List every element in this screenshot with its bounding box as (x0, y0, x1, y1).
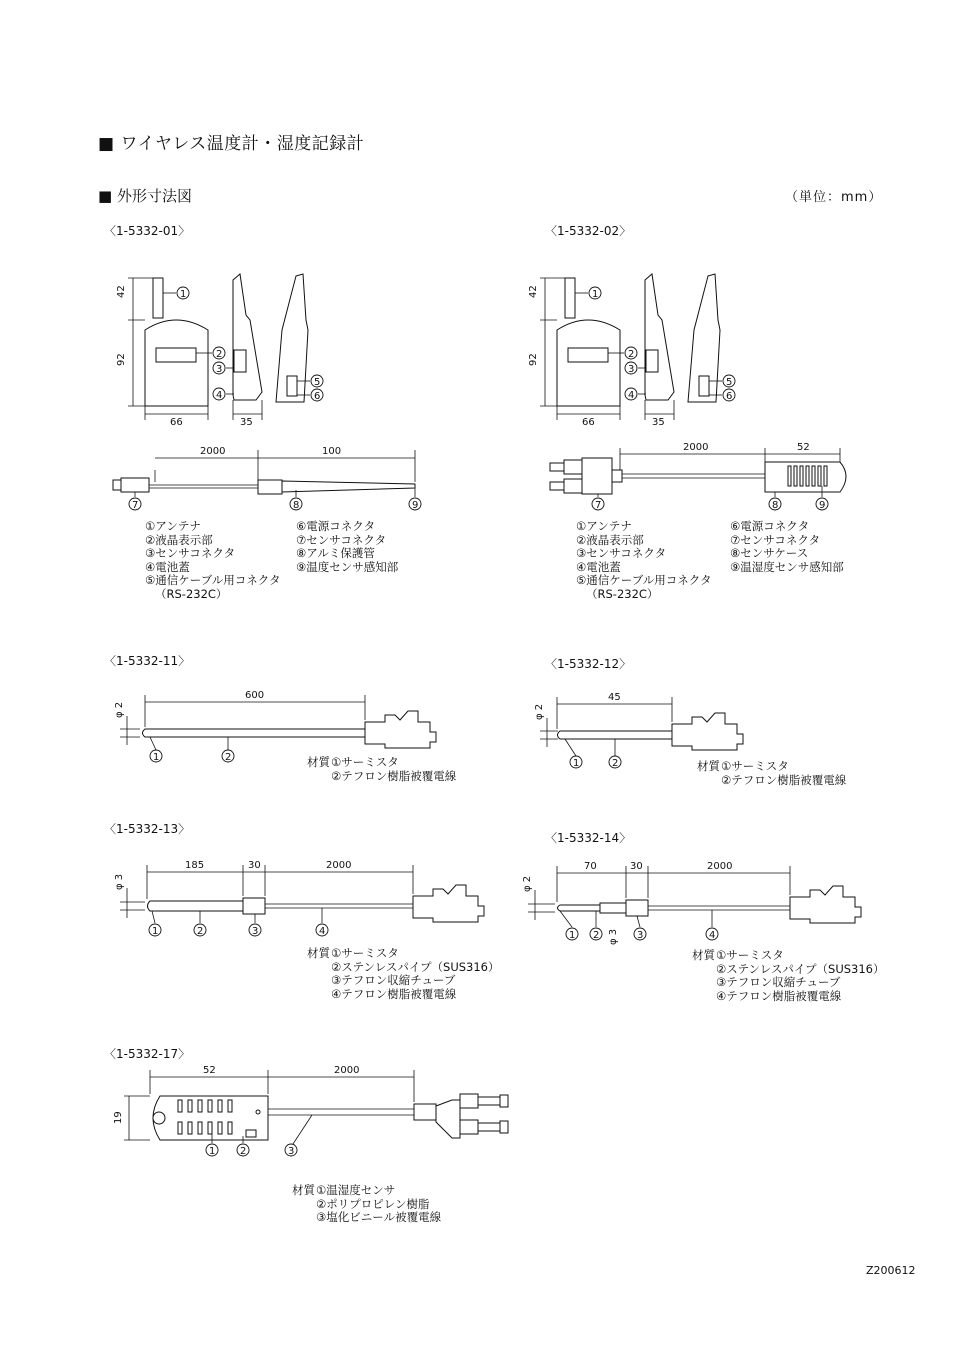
square-bullet-icon: ■ (98, 134, 115, 154)
svg-text:7: 7 (595, 500, 602, 511)
material-item: ②ステンレスパイプ（SUS316） (331, 959, 500, 974)
section-title-text: 外形寸法図 (116, 187, 192, 205)
material-item: ②ポリプロピレン樹脂 (316, 1196, 430, 1211)
material-list-14 (716, 949, 885, 1003)
material-item: ③塩化ビニール被覆電線 (316, 1210, 442, 1224)
legend-item: ②液晶表示部 (576, 532, 644, 547)
svg-text:2000: 2000 (683, 442, 709, 453)
svg-text:52: 52 (797, 442, 810, 453)
svg-text:φ 3: φ 3 (608, 928, 619, 945)
svg-text:35: 35 (652, 417, 665, 428)
material-label-13: 材質 (307, 946, 330, 960)
legend-item: ⑥電源コネクタ (730, 519, 810, 533)
svg-text:φ 3: φ 3 (114, 873, 125, 890)
svg-text:6: 6 (314, 391, 321, 402)
svg-text:1: 1 (153, 752, 160, 763)
svg-text:3: 3 (637, 930, 644, 941)
svg-text:2: 2 (612, 758, 619, 769)
svg-text:2: 2 (197, 926, 204, 937)
material-item: ①サーミスタ (721, 759, 789, 773)
svg-text:185: 185 (185, 860, 205, 871)
legend-item: ③センサコネクタ (576, 546, 667, 560)
svg-text:30: 30 (248, 860, 261, 871)
material-item: ②ステンレスパイプ（SUS316） (716, 961, 885, 976)
svg-text:2000: 2000 (326, 860, 352, 871)
material-list-12 (721, 760, 846, 787)
model-label-01: 〈1-5332-01〉 (104, 224, 191, 238)
unit-note: （単位：mm） (785, 190, 883, 205)
svg-text:52: 52 (203, 1065, 216, 1076)
svg-text:5: 5 (726, 377, 733, 388)
model-label-11: 〈1-5332-11〉 (104, 654, 191, 668)
logger-front-01 (116, 278, 208, 428)
svg-text:1: 1 (180, 289, 187, 300)
svg-text:600: 600 (245, 690, 265, 701)
legend-item: ②液晶表示部 (145, 532, 213, 547)
dim-label: 2000 (200, 446, 226, 457)
logger-front-02 (528, 278, 620, 428)
svg-text:45: 45 (608, 692, 621, 703)
catalog-code: Z200612 (866, 1264, 916, 1277)
svg-text:8: 8 (293, 500, 300, 511)
material-label-14: 材質 (692, 948, 715, 962)
square-bullet-icon: ■ (98, 187, 113, 205)
material-list-17 (316, 1184, 441, 1225)
legend-01-right (296, 520, 398, 574)
logger-side-02 (645, 274, 720, 428)
svg-text:4: 4 (319, 926, 326, 937)
svg-text:9: 9 (412, 500, 419, 511)
model-label-12: 〈1-5332-12〉 (545, 657, 632, 671)
probe-13 (114, 860, 484, 937)
material-item: ①サーミスタ (716, 948, 784, 962)
svg-text:1: 1 (209, 1146, 216, 1157)
material-item: ①温湿度センサ (316, 1183, 396, 1197)
legend-item: ⑨温湿度センサ感知部 (730, 559, 844, 574)
svg-text:1: 1 (592, 289, 599, 300)
page-title-text: ワイヤレス温度計・湿度記録計 (120, 134, 365, 154)
svg-text:φ 2: φ 2 (534, 703, 545, 720)
svg-text:66: 66 (582, 417, 595, 428)
material-item: ①サーミスタ (331, 755, 399, 769)
probe-02 (550, 442, 846, 511)
material-list-13 (331, 947, 500, 1001)
legend-02-left (576, 520, 712, 601)
probe-01 (113, 446, 421, 511)
svg-text:30: 30 (630, 861, 643, 872)
probe-14 (522, 861, 861, 945)
svg-text:2: 2 (628, 349, 635, 360)
svg-text:4: 4 (709, 930, 716, 941)
legend-item: ⑥電源コネクタ (296, 519, 376, 533)
material-item: ①サーミスタ (331, 946, 399, 960)
model-label-02: 〈1-5332-02〉 (545, 224, 632, 238)
svg-text:φ 2: φ 2 (114, 701, 125, 718)
svg-text:3: 3 (288, 1146, 295, 1157)
legend-item: ⑧センサケース (730, 546, 809, 560)
model-label-17: 〈1-5332-17〉 (104, 1047, 191, 1061)
legend-01-left (145, 520, 281, 601)
legend-item: （RS-232C） (155, 586, 228, 601)
svg-text:19: 19 (113, 1111, 124, 1124)
svg-text:2000: 2000 (334, 1065, 360, 1076)
svg-text:3: 3 (216, 364, 223, 375)
sensor-17 (113, 1065, 508, 1157)
svg-text:1: 1 (569, 930, 576, 941)
svg-text:1: 1 (573, 758, 580, 769)
svg-text:3: 3 (628, 364, 635, 375)
legend-item: ⑨温度センサ感知部 (296, 559, 399, 574)
material-item: ③テフロン収縮チューブ (331, 973, 456, 987)
legend-item: ①アンテナ (145, 519, 201, 533)
dim-label: 66 (170, 417, 183, 428)
material-item: ②テフロン樹脂被覆電線 (721, 772, 847, 787)
dim-label: 100 (322, 446, 342, 457)
legend-item: ⑦センサコネクタ (296, 532, 387, 547)
legend-item: ⑤通信ケーブル用コネクタ (145, 573, 281, 587)
svg-text:8: 8 (772, 500, 779, 511)
legend-item: ④電池蓋 (145, 559, 190, 574)
model-label-13: 〈1-5332-13〉 (104, 822, 191, 836)
legend-item: ⑦センサコネクタ (730, 532, 821, 547)
legend-item: ⑧アルミ保護管 (296, 546, 375, 560)
svg-text:70: 70 (584, 861, 597, 872)
svg-text:6: 6 (726, 391, 733, 402)
legend-item: ④電池蓋 (576, 559, 621, 574)
svg-text:2000: 2000 (707, 861, 733, 872)
dim-label: 92 (116, 353, 127, 366)
svg-text:5: 5 (314, 377, 321, 388)
model-label-14: 〈1-5332-14〉 (545, 831, 632, 845)
svg-text:4: 4 (216, 390, 223, 401)
material-item: ④テフロン樹脂被覆電線 (716, 988, 842, 1003)
legend-item: ③センサコネクタ (145, 546, 236, 560)
material-item: ③テフロン収縮チューブ (716, 975, 841, 989)
svg-text:92: 92 (528, 353, 539, 366)
svg-text:7: 7 (132, 500, 139, 511)
legend-item: ①アンテナ (576, 519, 632, 533)
svg-text:2: 2 (593, 930, 600, 941)
logger-side-01 (233, 274, 308, 428)
legend-02-right (730, 520, 844, 574)
svg-text:φ 2: φ 2 (522, 875, 533, 892)
probe-12 (534, 692, 743, 769)
dim-label: 42 (116, 285, 127, 298)
material-item: ④テフロン樹脂被覆電線 (331, 986, 457, 1001)
svg-text:42: 42 (528, 285, 539, 298)
dim-label: 35 (240, 417, 253, 428)
legend-item: ⑤通信ケーブル用コネクタ (576, 573, 712, 587)
svg-text:2: 2 (240, 1146, 247, 1157)
svg-text:1: 1 (152, 926, 159, 937)
material-label-17: 材質 (292, 1183, 315, 1197)
probe-11 (114, 690, 436, 763)
material-label-11: 材質 (307, 755, 330, 769)
svg-text:2: 2 (216, 349, 223, 360)
svg-text:9: 9 (819, 500, 826, 511)
svg-text:2: 2 (225, 752, 232, 763)
material-item: ②テフロン樹脂被覆電線 (331, 768, 457, 783)
legend-item: （RS-232C） (586, 586, 659, 601)
material-list-11 (331, 756, 456, 783)
svg-text:3: 3 (252, 926, 259, 937)
svg-text:4: 4 (628, 390, 635, 401)
material-label-12: 材質 (697, 759, 720, 773)
